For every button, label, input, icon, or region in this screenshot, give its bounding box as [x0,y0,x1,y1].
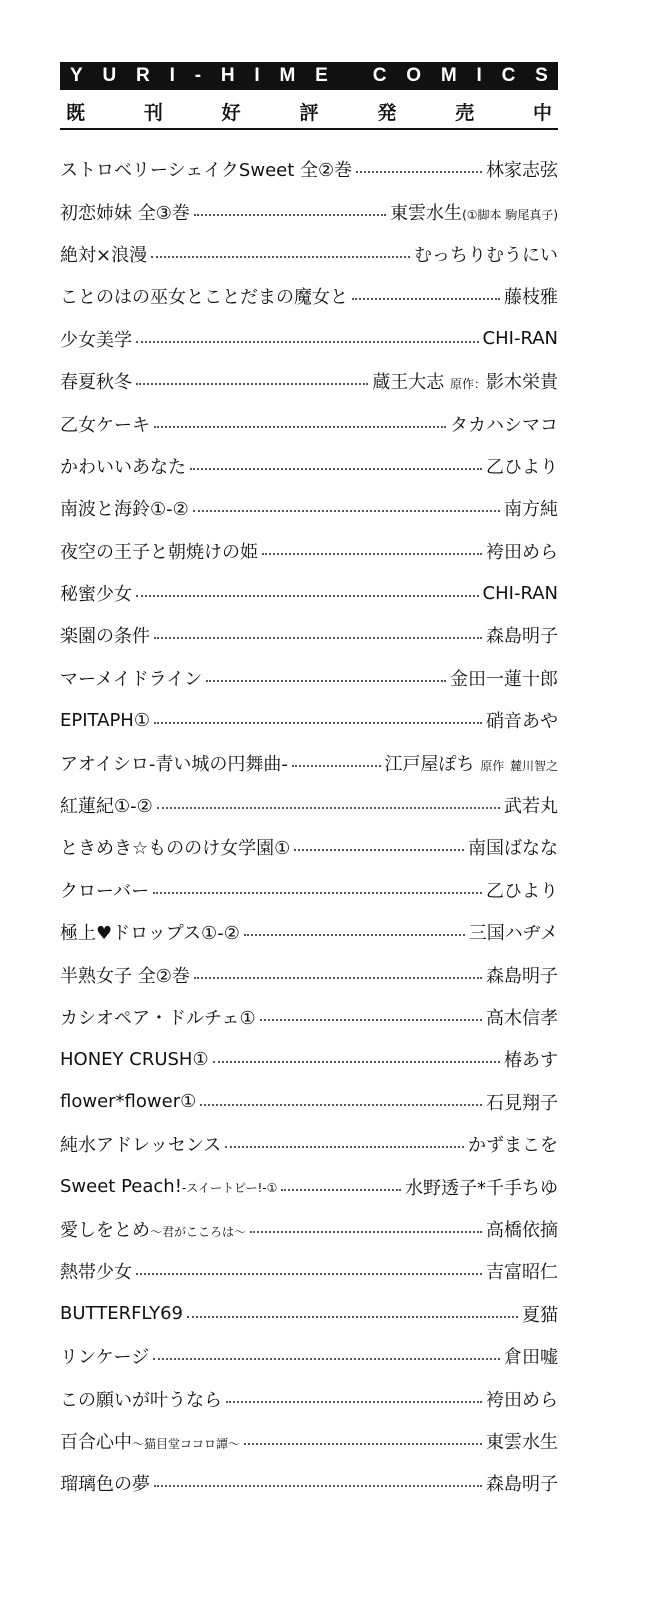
book-title: 紅蓮紀①-② [60,796,153,818]
book-author: 硝音あや [486,711,558,733]
book-title: クローバー [60,880,150,902]
dotted-leader [244,934,465,936]
dotted-leader [154,637,482,639]
book-author: 南国ばなな [468,838,558,860]
list-item [60,911,558,953]
book-author: 藤枝雅 [504,287,558,309]
book-title: ストロベリーシェイクSweet 全②巻 [60,160,353,182]
book-title [60,1428,240,1454]
subtitle-char: 売 [455,101,475,124]
banner-letter: - [194,65,202,86]
list-item [60,1081,558,1123]
book-title: ことのはの巫女とことだまの魔女と [60,287,348,309]
dotted-leader [154,722,482,724]
book-title-sub: 〜猫目堂ココロ譚〜 [132,1436,241,1451]
book-title: ときめき☆もののけ女学園① [60,838,291,860]
book-title: 秘蜜少女 [60,584,132,606]
dotted-leader [151,256,410,258]
list-item [60,869,558,911]
banner-letter: C [501,65,516,86]
book-author: 森島明子 [486,1474,558,1496]
list-item [60,190,558,232]
banner-letter: I [169,65,175,86]
dotted-leader [193,510,500,512]
list-item [60,487,558,529]
book-author: 高木信孝 [486,1008,558,1029]
banner-letter: H [220,65,235,86]
banner-letter: M [279,65,296,86]
book-author [385,750,559,776]
list-item [60,784,558,826]
book-author: CHI-RAN [482,328,558,350]
dotted-leader [194,214,386,216]
banner-letter: I [476,65,482,86]
book-author: 金田一蓮十郎 [450,668,558,690]
book-author: むっちりむうにい [414,244,558,266]
dotted-leader [153,892,482,894]
book-author [372,368,558,394]
book-author: 乙ひより [486,456,558,478]
book-title: 乙女ケーキ [60,414,150,436]
book-author: かずまこを [468,1135,558,1157]
list-item [60,1377,558,1419]
list-item [60,1250,558,1292]
book-title-part: 極上 [60,923,96,945]
list-item [60,318,558,360]
book-title: HONEY CRUSH① [60,1048,209,1070]
book-title: BUTTERFLY69 [60,1303,183,1325]
dotted-leader [154,1485,482,1487]
list-item [60,360,558,402]
book-title: 純水アドレッセンス [60,1135,222,1157]
dotted-leader [294,849,464,851]
list-item [60,1293,558,1335]
book-author: 三国ハヂメ [468,923,558,945]
dotted-leader [262,553,482,555]
list-item [60,699,558,741]
book-title: 夜空の王子と朝焼けの姫 [60,541,258,563]
subtitle-char: 中 [532,101,552,124]
book-title-sub: -スイートピー!-① [181,1181,278,1196]
dotted-leader [194,977,482,979]
dotted-leader [206,680,446,682]
list-item [60,530,558,572]
book-title: 楽園の条件 [60,626,150,648]
list-item [60,741,558,783]
list-item [60,657,558,699]
dotted-leader [154,426,446,428]
list-item [60,572,558,614]
author-name: 東雲水生 [390,202,463,224]
book-title: 瑠璃色の夢 [60,1474,150,1496]
book-title-main: 百合心中 [60,1431,132,1453]
book-title: 絶対×浪漫 [60,244,148,266]
list-item [60,953,558,995]
book-author: CHI-RAN [482,582,558,604]
subtitle-char: 評 [299,101,319,124]
dotted-leader [225,1146,464,1148]
dotted-leader [356,171,482,173]
book-title: 南波と海鈴①-② [60,499,189,521]
book-title: 半熟女子 全②巻 [60,965,190,987]
dotted-leader [136,383,368,385]
dotted-leader [226,1401,482,1403]
banner-letter: U [102,65,117,86]
list-item [60,275,558,317]
list-item [60,996,558,1038]
list-item [60,445,558,487]
banner-letter: R [136,65,150,86]
subtitle-char: 好 [221,101,241,124]
banner-letter: I [254,65,260,86]
book-title-part: ドロップス①-② [112,923,240,945]
book-title: 春夏秋冬 [60,372,132,394]
dotted-leader [157,807,500,809]
book-author: 南方純 [504,499,558,521]
book-title [60,1176,277,1197]
title-list [60,148,558,1505]
subtitle-char: 既 [66,101,86,124]
original-author-name: 麓川智之 [509,758,558,773]
banner-letter: O [406,65,422,86]
dotted-leader [352,298,500,300]
book-title: アオイシロ-青い城の円舞曲- [60,753,288,775]
now-on-sale-subtitle [60,96,558,126]
dotted-leader [136,595,479,597]
dotted-leader [281,1189,401,1191]
yuri-hime-comics-banner [60,62,558,90]
book-author: 乙ひより [486,880,558,902]
book-author: 石見翔子 [486,1092,558,1114]
list-item [60,148,558,190]
book-author: 東雲水生 [486,1431,558,1453]
dotted-leader [190,468,482,470]
dotted-leader [213,1061,500,1063]
book-title: 熱帯少女 [60,1262,132,1284]
author-name: 蔵王大志 [372,372,445,394]
list-item [60,1038,558,1080]
book-title-main: 愛しをとめ [60,1219,150,1241]
list-item [60,1420,558,1462]
list-item [60,1123,558,1165]
dotted-leader [136,1273,482,1275]
book-title [60,919,240,945]
list-item [60,233,558,275]
dotted-leader [250,1231,482,1233]
book-author: 夏猫 [522,1304,558,1326]
book-author: 武若丸 [504,796,558,818]
original-work-label: 原作： [449,377,486,392]
header-rule [60,128,558,130]
dotted-leader [153,1358,500,1360]
author-name: 江戸屋ぽち [384,753,475,775]
book-author: 椿あす [504,1050,558,1072]
dotted-leader [260,1019,482,1021]
book-author: 林家志弦 [486,160,558,182]
book-author: 高橋依摘 [486,1219,558,1241]
book-title-sub: 〜君がこころは〜 [150,1224,247,1239]
banner-letter: E [315,65,328,86]
book-title: この願いが叶うなら [60,1389,222,1411]
book-author: 森島明子 [486,965,558,987]
dotted-leader [136,341,479,343]
book-title: カシオペア・ドルチェ① [60,1008,256,1029]
original-work-label: 原作 [480,758,505,773]
book-author: 倉田嘘 [504,1347,558,1369]
book-author [390,199,558,225]
book-title: 少女美学 [60,329,132,351]
book-author: タカハシマコ [450,414,558,436]
book-title: EPITAPH① [60,709,150,731]
dotted-leader [292,765,381,767]
book-author: 袴田めら [486,1389,558,1411]
book-author: 水野透子*千手ちゆ [405,1177,558,1199]
list-item [60,826,558,868]
banner-letter: Y [70,65,83,86]
list-item [60,1165,558,1207]
subtitle-char: 刊 [143,101,163,124]
book-title: かわいいあなた [60,456,186,478]
book-author: 袴田めら [486,541,558,563]
book-title: リンケージ [60,1347,150,1369]
list-item [60,614,558,656]
list-item [60,1335,558,1377]
banner-letter: C [372,65,387,86]
banner-letter: S [535,65,548,86]
banner-spacer [348,65,353,87]
subtitle-char: 発 [377,101,397,124]
dotted-leader [244,1443,482,1445]
list-item [60,1208,558,1250]
dotted-leader [200,1104,482,1106]
original-author-name: 影木栄貴 [486,372,558,394]
author-note: (①脚本 駒尾真子) [462,207,558,222]
book-title-main: Sweet Peach! [60,1176,182,1198]
list-item [60,402,558,444]
list-item [60,1462,558,1504]
heart-icon: ♥ [96,923,113,945]
book-title [60,1216,246,1242]
book-author: 吉富昭仁 [486,1262,558,1284]
dotted-leader [187,1316,518,1318]
book-title: flower*flower① [60,1091,197,1113]
book-author: 森島明子 [486,626,558,648]
book-title: 初恋姉妹 全③巻 [60,202,190,224]
book-title: マーメイドライン [60,668,203,690]
banner-letter: M [440,65,457,86]
